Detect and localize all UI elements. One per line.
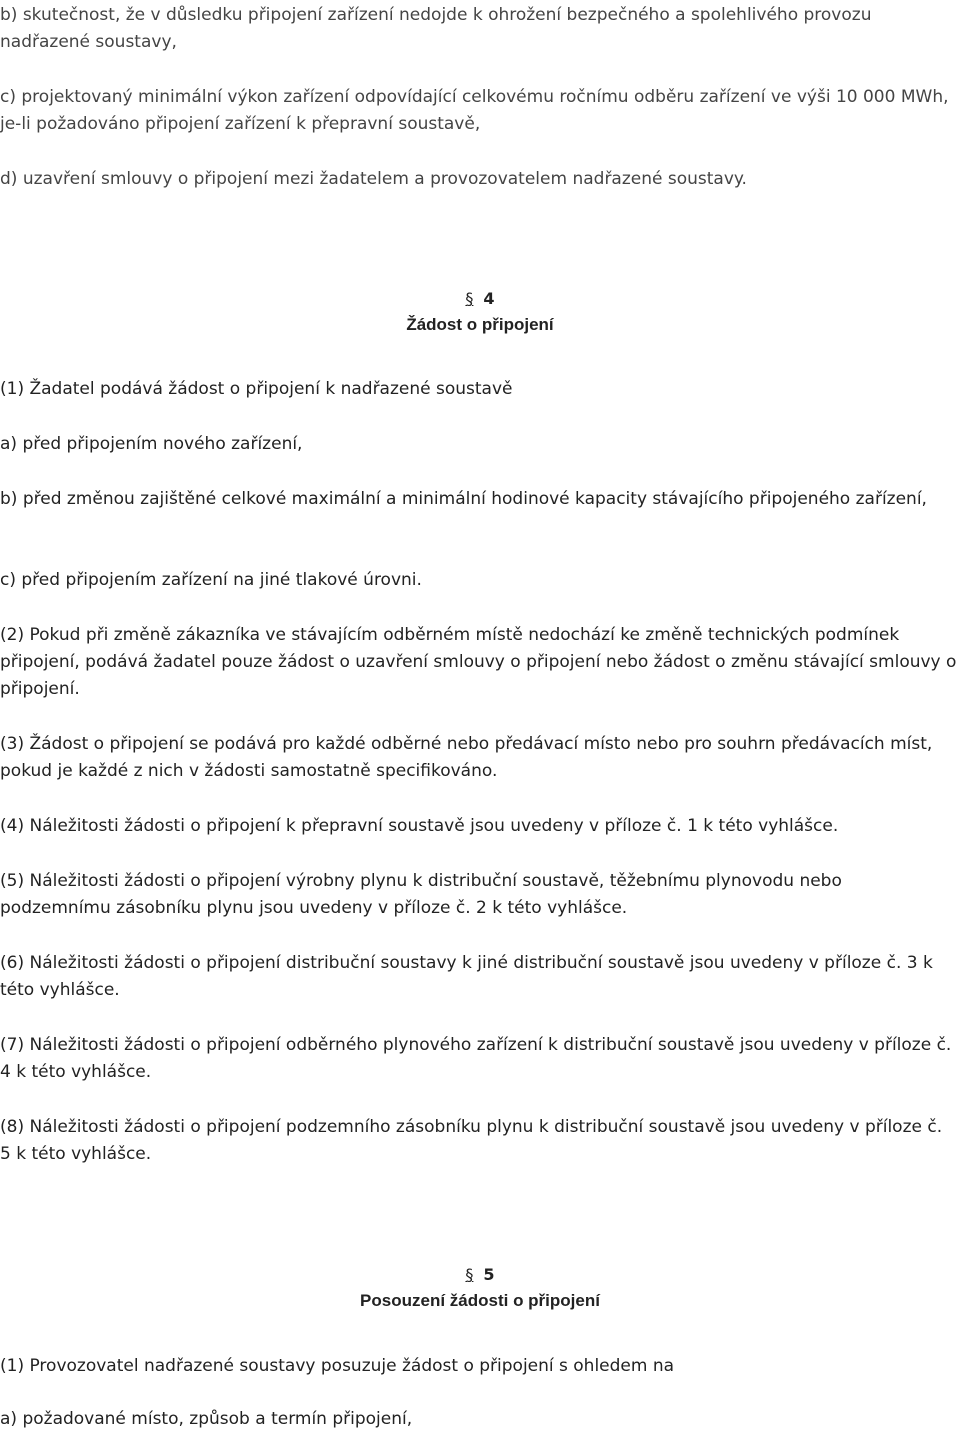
- section-4-title: Žádost o připojení: [406, 315, 554, 334]
- s4-paragraph-7: (7) Náležitosti žádosti o připojení odběrného plynového zařízení k distribuční soustavě jsou uvedeny v příloze č. 4 k této vyhlášce.: [0, 1035, 952, 1082]
- section-4-number: [0, 288, 960, 310]
- section-4-number-text: 4: [483, 289, 495, 308]
- s4-paragraph-3: (3) Žádost o připojení se podává pro každé odběrné nebo předávací místo nebo pro souhrn předávacích míst, pokud je každé z nich v žádosti samostatně specifikováno.: [0, 734, 933, 781]
- section-5-number: [0, 1264, 960, 1286]
- section-symbol: §: [465, 1265, 474, 1284]
- s4-item-b: b) před změnou zajištěné celkové maximální a minimální hodinové kapacity stávajícího připojeného zařízení,: [0, 489, 927, 509]
- section-5-number-text: 5: [483, 1265, 495, 1284]
- section-5-title: Posouzení žádosti o připojení: [360, 1291, 600, 1310]
- item-d: d) uzavření smlouvy o připojení mezi žadatelem a provozovatelem nadřazené soustavy.: [0, 169, 747, 189]
- s4-paragraph-5: (5) Náležitosti žádosti o připojení výrobny plynu k distribuční soustavě, těžebnímu plynovodu nebo podzemnímu zásobníku plynu jsou uvedeny v příloze č. 2 k této vyhlášce.: [0, 871, 842, 918]
- s4-paragraph-8: (8) Náležitosti žádosti o připojení podzemního zásobníku plynu k distribuční soustavě jsou uvedeny v příloze č. 5 k této vyhlášce.: [0, 1117, 943, 1164]
- s4-paragraph-6: (6) Náležitosti žádosti o připojení distribuční soustavy k jiné distribuční soustavě jsou uvedeny v příloze č. 3 k této vyhlášce.: [0, 953, 933, 1000]
- item-c: c) projektovaný minimální výkon zařízení odpovídající celkovému ročnímu odběru zařízení ve výši 10 000 MWh, je-li požadováno připojení zařízení k přepravní soustavě,: [0, 87, 949, 134]
- s4-item-c: c) před připojením zařízení na jiné tlakové úrovni.: [0, 570, 422, 590]
- s5-paragraph-1: (1) Provozovatel nadřazené soustavy posuzuje žádost o připojení s ohledem na: [0, 1356, 675, 1376]
- section-symbol: §: [465, 289, 474, 308]
- s4-paragraph-4: (4) Náležitosti žádosti o připojení k přepravní soustavě jsou uvedeny v příloze č. 1 k této vyhlášce.: [0, 816, 839, 836]
- item-b: b) skutečnost, že v důsledku připojení zařízení nedojde k ohrožení bezpečného a spolehlivého provozu nadřazené soustavy,: [0, 5, 872, 52]
- s4-paragraph-1: (1) Žadatel podává žádost o připojení k nadřazené soustavě: [0, 379, 513, 399]
- s4-item-a: a) před připojením nového zařízení,: [0, 434, 303, 454]
- s5-item-a: a) požadované místo, způsob a termín připojení,: [0, 1409, 413, 1429]
- s4-paragraph-2: (2) Pokud při změně zákazníka ve stávajícím odběrném místě nedochází ke změně technických podmínek připojení, podává žadatel pouze žádost o uzavření smlouvy o připojení nebo žádost o změnu stávající smlouvy o připojení.: [0, 625, 957, 699]
